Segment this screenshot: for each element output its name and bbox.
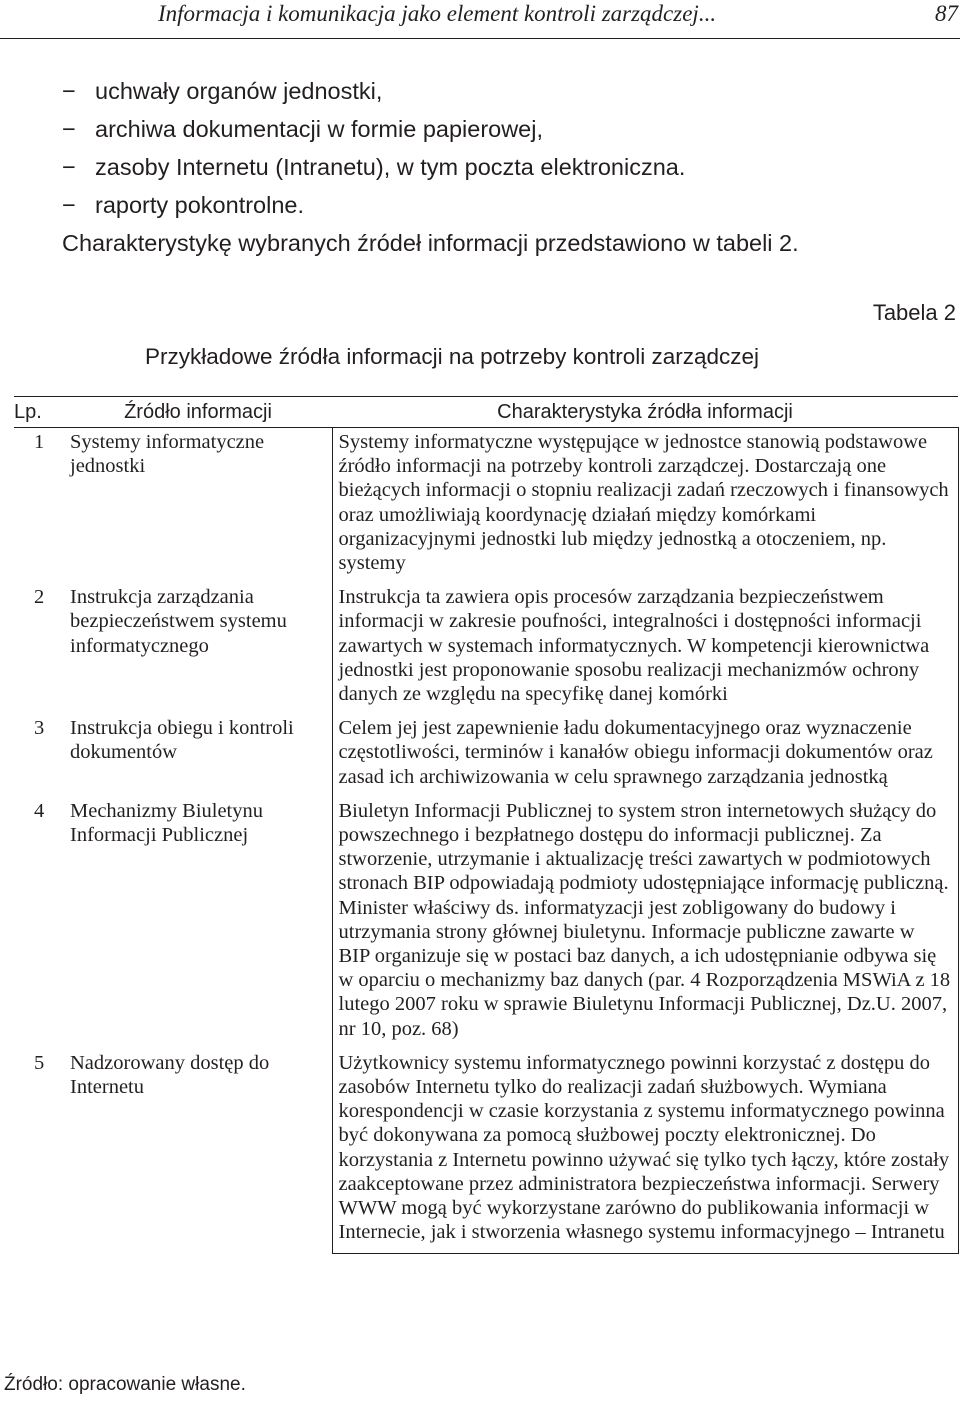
column-header-lp: Lp. [14,397,64,428]
row-source: Mechanizmy Biuletynu Informacji Publicznej [70,799,263,847]
row-number: 4 [34,799,45,822]
row-number: 1 [34,431,45,453]
row-number: 3 [34,717,45,740]
table-row [14,583,958,714]
row-number: 2 [34,586,45,609]
table-row [14,428,958,584]
list-item [62,112,942,150]
list-item [62,74,942,112]
dash-bullet: − [62,116,76,142]
page-number: 87 [935,1,958,26]
table-title: Przykładowe źródła informacji na potrzeby kontroli zarządczej [145,344,760,369]
row-source: Instrukcja zarządzania bezpieczeństwem systemu informatycznego [70,586,287,657]
row-description: Instrukcja ta zawiera opis procesów zarządzania bezpieczeństwem informacji w zakresie poufności, integralności i dostępności informacji zawartych w systemach informatycznych. W kompetencji kierownictwa jednostki jest proponowanie sposobu realizacji mechanizmów ochrony danych ze względu na specyfikę danej komórki [332,583,958,714]
intro-section [62,74,942,264]
list-item-text: raporty pokontrolne. [95,192,305,218]
table-row [14,714,958,797]
list-item [62,188,942,226]
list-item-text: zasoby Internetu (Intranetu), w tym poczta elektroniczna. [95,154,686,180]
list-item [62,150,942,188]
table-row [14,797,958,1049]
source-note: Źródło: opracowanie własne. [4,1374,246,1395]
list-item-text: uchwały organów jednostki, [95,78,383,104]
table-number: Tabela 2 [872,300,956,325]
column-header-source: Źródło informacji [64,397,332,428]
running-header [0,0,960,39]
intro-paragraph: Charakterystykę wybranych źródeł informacji przedstawiono w tabeli 2. [62,230,799,256]
sources-table [14,396,959,1254]
row-description: Użytkownicy systemu informatycznego powinni korzystać z dostępu do zasobów Internetu tylko do realizacji zadań służbowych. Wymiana korespondencji w czasie korzystania z systemu informatycznego powinna być dokonywana za pomocą służbowej poczty elektronicznej. Do korzystania z Internetu powinno używać się tylko tych łączy, które zostały zaakceptowane przez administratora bezpieczeństwa informacji. Serwery WWW mogą być wykorzystane zarówno do publikowania informacji w Internecie, jak i stworzenia własnego systemu informacyjnego – Intranetu [332,1049,958,1253]
dash-bullet: − [62,78,76,104]
row-source: Nadzorowany dostęp do Internetu [70,1051,270,1099]
column-header-description: Charakterystyka źródła informacji [332,397,958,428]
dash-bullet: − [62,154,76,180]
running-title: Informacja i komunikacja jako element kontroli zarządczej... [158,1,717,26]
table-row [14,1049,958,1253]
row-description: Biuletyn Informacji Publicznej to system stron internetowych służący do powszechnego i bezpłatnego dostępu do informacji publicznej. Za stworzenie, utrzymanie i aktualizację treści zawartych w podmiotowych stronach BIP odpowiadają podmioty udostępniające informację publiczną. Minister właściwy ds. informatyzacji jest zobligowany do budowy i utrzymania strony głównej biuletynu. Informacje publiczne zawarte w BIP organizuje się w postaci baz danych, a ich udostępnianie odbywa się w oparciu o mechanizmy baz danych (par. 4 Rozporządzenia MSWiA z 18 lutego 2007 roku w sprawie Biuletynu Informacji Publicznej, Dz.U. 2007, nr 10, poz. 68) [332,797,958,1049]
row-description: Systemy informatyczne występujące w jednostce stanowią podstawowe źródło informacji na potrzeby kontroli zarządczej. Dostarczają one bieżących informacji o stopniu realizacji zadań rzeczowych i finansowych oraz umożliwiają koordynację działań między komórkami organizacyjnymi jednostki lub między jednostką a otoczeniem, np. systemy [332,428,958,584]
dash-bullet: − [62,192,76,218]
row-source: Instrukcja obiegu i kontroli dokumentów [70,717,294,764]
row-number: 5 [34,1051,45,1074]
table-header-row [14,397,958,428]
list-item-text: archiwa dokumentacji w formie papierowej, [95,116,544,142]
row-description: Celem jej jest zapewnienie ładu dokumentacyjnego oraz wyznaczenie częstotliwości, terminów i kanałów obiegu informacji dokumentów oraz zasad ich archiwizowania w celu sprawnego zarządzania jednostką [332,714,958,797]
row-source: Systemy informatyczne jednostki [70,431,265,478]
